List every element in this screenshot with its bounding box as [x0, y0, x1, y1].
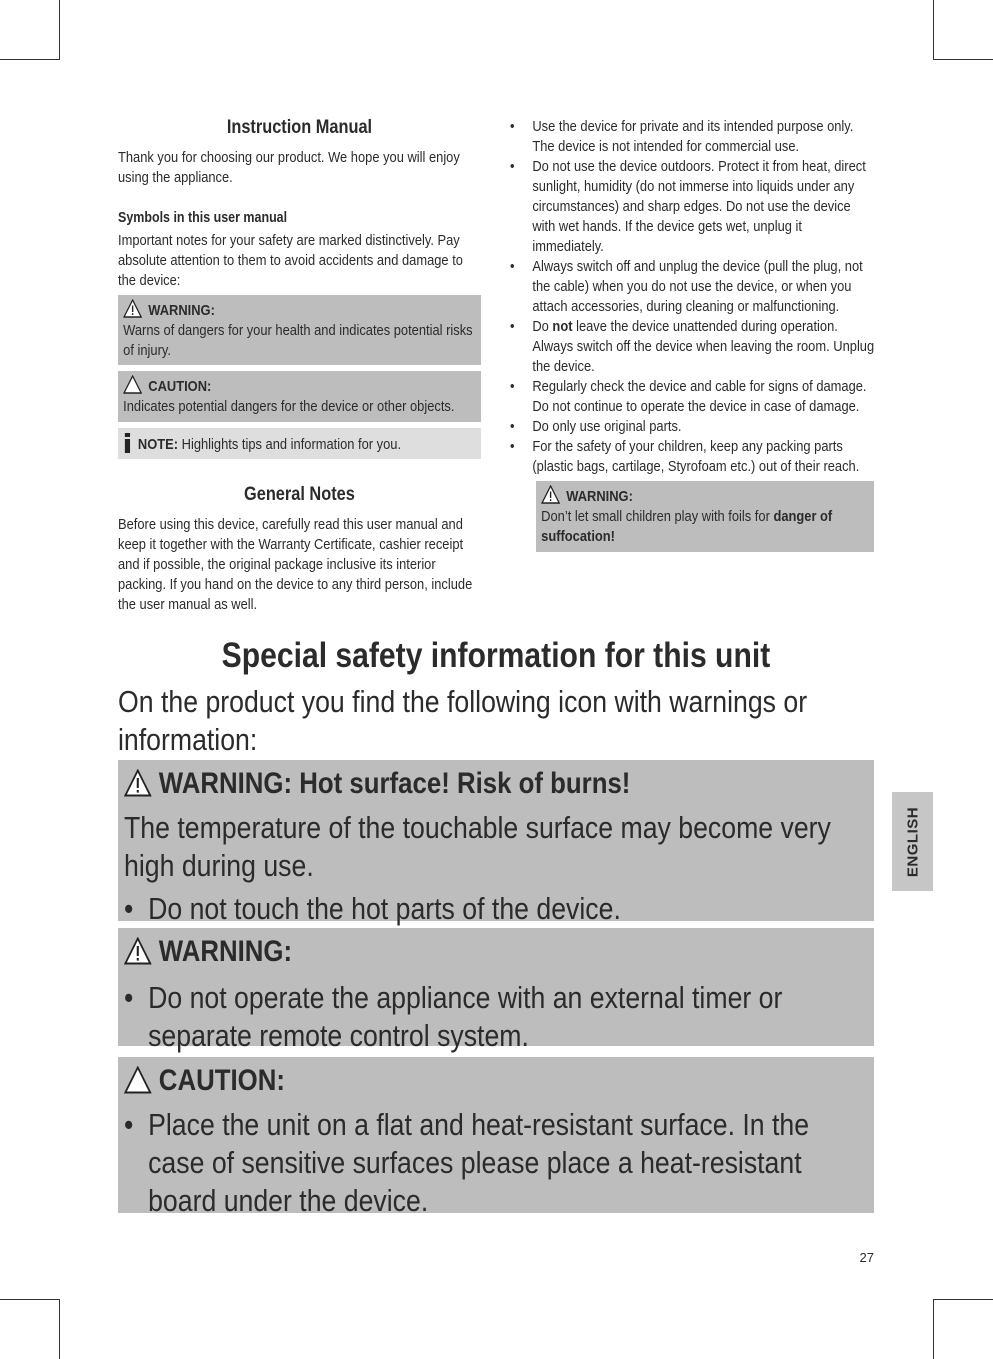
left-column [118, 117, 481, 143]
intro-paragraph [118, 148, 481, 188]
caution-box [118, 371, 481, 422]
language-tab-label: ENGLISH [904, 806, 921, 877]
list-item: • Do only use original parts. [510, 417, 876, 437]
list-item: • For the safety of your children, keep any packing parts (plastic bags, cartilage, Styrofoam etc.) out of their reach. [510, 437, 876, 477]
note-text: Highlights tips and information for you. [181, 436, 402, 453]
warning-triangle-icon [123, 299, 142, 318]
list-item: • Regularly check the device and cable for signs of damage. Do not continue to operate the device in case of damage. [510, 377, 876, 417]
caution-label: CAUTION: [148, 378, 212, 395]
warning-text: Warns of dangers for your health and indicates potential risks of injury. [123, 322, 473, 359]
list-item: • Place the unit on a flat and heat-resistant surface. In the case of sensitive surfaces please place a heat-resistant board under the device. [124, 1106, 872, 1220]
list-item: • Always switch off and unplug the device (pull the plug, not the cable) when you do not use the device, or when you attach accessories, during cleaning or malfunctioning. [510, 257, 876, 317]
page-number: 27 [859, 1250, 874, 1265]
crop-mark [0, 1299, 60, 1300]
placement-caution-label: CAUTION: [158, 1064, 285, 1097]
list-item: • Do not operate the appliance with an external timer or separate remote control system. [124, 979, 872, 1055]
symbols-section [118, 208, 481, 291]
placement-caution-box [118, 1057, 874, 1218]
caution-triangle-icon [123, 375, 142, 394]
caution-triangle-icon [124, 1066, 152, 1094]
warning-triangle-icon [541, 485, 560, 504]
list-item: • Do not use the device outdoors. Protect it from heat, direct sunlight, humidity (do not immerse into liquids under any circumstances) and sharp edges. Do not use the device with wet hands. If the device gets wet, unplug it immediately. [510, 157, 876, 257]
right-column-list [510, 117, 876, 477]
language-tab [892, 792, 933, 891]
note-label: NOTE: [137, 436, 179, 453]
warning-box [118, 295, 481, 365]
crop-mark [59, 0, 60, 60]
crop-mark [59, 1299, 60, 1359]
special-safety-title: Special safety information for this unit [221, 636, 771, 675]
timer-warning-box [118, 928, 874, 1053]
general-notes-title: General Notes [244, 484, 355, 505]
hot-surface-label: WARNING: Hot surface! Risk of burns! [158, 767, 631, 800]
instruction-manual-title: Instruction Manual [226, 117, 373, 138]
symbols-text: Important notes for your safety are marked distinctively. Pay absolute attention to them to avoid accidents and damage to the device: [118, 232, 463, 289]
timer-warning-label: WARNING: [158, 935, 293, 968]
symbols-heading: Symbols in this user manual [118, 210, 288, 226]
warning-label: WARNING: [148, 302, 215, 319]
crop-mark [933, 59, 993, 60]
crop-mark [933, 1299, 993, 1300]
hot-surface-warning-box [118, 760, 874, 926]
special-safety-title-wrap [118, 636, 874, 676]
special-intro [118, 683, 875, 759]
warning-triangle-icon [124, 769, 152, 797]
crop-mark [933, 1299, 934, 1359]
warning-triangle-icon [124, 937, 152, 965]
caution-text: Indicates potential dangers for the device or other objects. [123, 398, 455, 415]
intro-text: Thank you for choosing our product. We hope you will enjoy using the appliance. [118, 149, 460, 186]
children-warning-box [536, 481, 874, 552]
list-item: • Use the device for private and its intended purpose only. The device is not intended for commercial use. [510, 117, 876, 157]
list-item: • Do not leave the device unattended during operation. Always switch off the device when leaving the room. Unplug the device. [510, 317, 876, 377]
general-notes-body [118, 515, 481, 615]
crop-mark [0, 59, 60, 60]
info-icon [123, 433, 132, 453]
hot-surface-text: The temperature of the touchable surface may become very high during use. [124, 810, 831, 883]
general-notes-text: Before using this device, carefully read this user manual and keep it together with the Warranty Certificate, cashier receipt and if possible, the original package inclusive its interior packing. If you hand on the device to any third person, include the user manual as well. [118, 516, 473, 613]
warning-label: WARNING: [566, 488, 633, 505]
warning-emphasis: danger of suffocation! [541, 508, 833, 545]
note-box [118, 428, 481, 459]
list-item: • Do not touch the hot parts of the device. [124, 890, 872, 928]
special-intro-text: On the product you find the following icon with warnings or information: [118, 684, 808, 757]
warning-text: Don’t let small children play with foils for [541, 508, 774, 525]
crop-mark [933, 0, 934, 60]
general-notes-section [118, 484, 481, 510]
